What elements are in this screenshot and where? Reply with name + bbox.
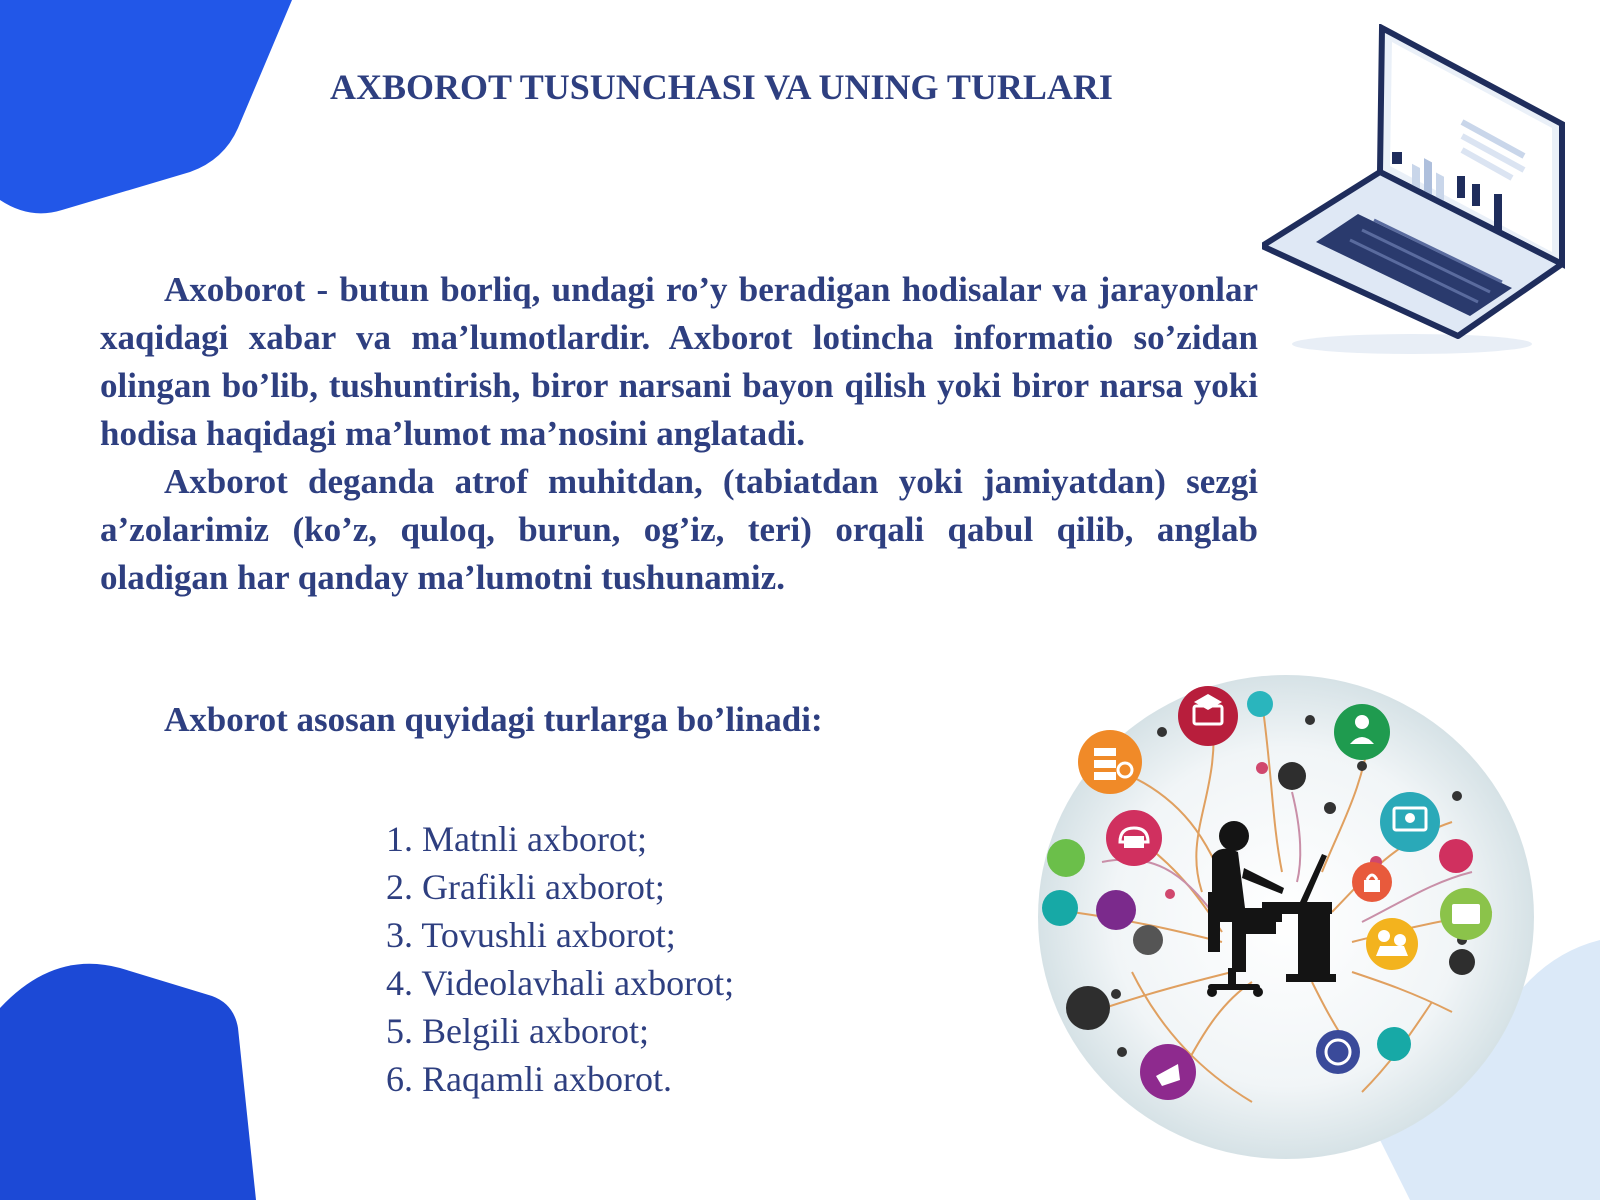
list-item: 6. Raqamli axborot. — [386, 1059, 672, 1099]
body-text — [100, 266, 1258, 602]
list-item: 4. Videolavhali axborot; — [386, 963, 735, 1003]
top-left-blue-shape — [0, 0, 300, 220]
slide-title: AXBOROT TUSUNCHASI VA UNING TURLARI — [330, 67, 1113, 107]
list-item: 2. Grafikli axborot; — [386, 867, 665, 907]
types-intro: Axborot asosan quyidagi turlarga bo’linadi: — [164, 700, 823, 739]
types-list — [386, 815, 734, 1103]
definition-paragraph: Axoborot - butun borliq, undagi ro’y beradigan hodisalar va jarayonlar xaqidagi xabar va ma’lumotlardir. Axborot lotincha informatio so’zidan olingan bo’lib, tushuntirish, biror narsani bayon qilish yoki biror narsa yoki hodisa haqidagi ma’lumot ma’nosini anglatadi. — [100, 270, 1258, 453]
list-item: 3. Tovushli axborot; — [386, 915, 676, 955]
list-item: 1. Matnli axborot; — [386, 819, 647, 859]
bottom-left-blue-shape — [0, 960, 270, 1200]
network-people-illustration — [1032, 672, 1540, 1162]
perception-paragraph: Axborot deganda atrof muhitdan, (tabiatdan yoki jamiyatdan) sezgi a’zolarimiz (ko’z, quloq, burun, og’iz, teri) orqali qabul qilib, anglab oladigan har qanday ma’lumotni tushunamiz. — [100, 462, 1258, 597]
laptop-illustration — [1262, 24, 1582, 369]
list-item: 5. Belgili axborot; — [386, 1011, 649, 1051]
